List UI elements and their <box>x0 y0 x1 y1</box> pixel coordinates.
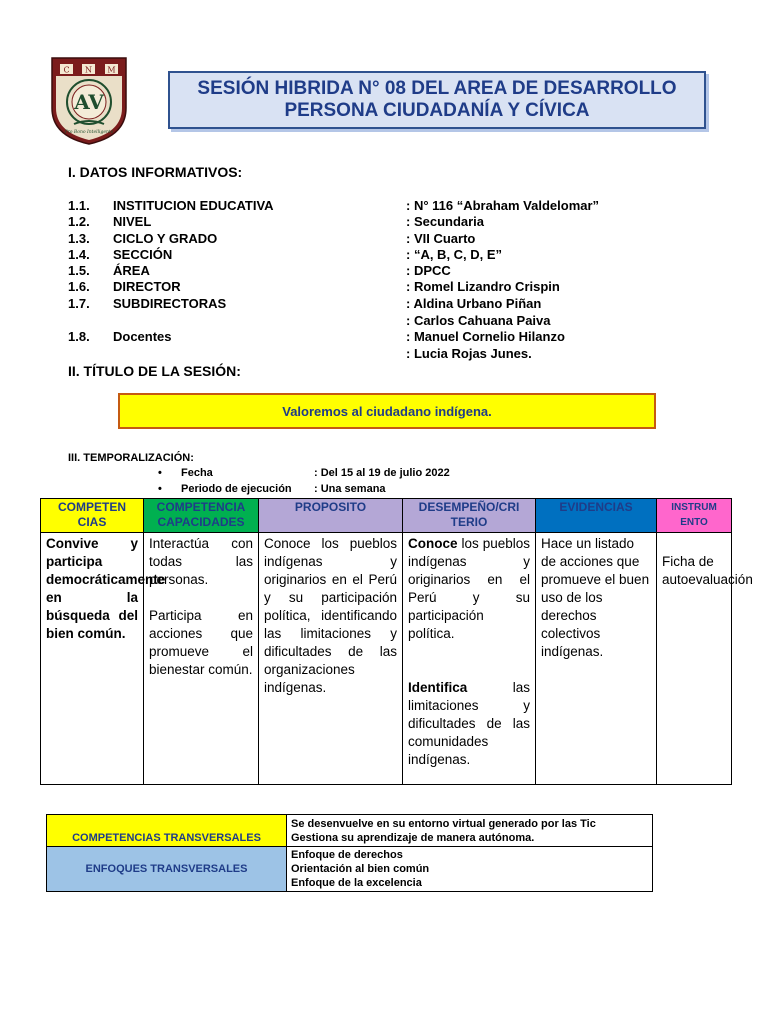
info-num: 1.7. <box>68 296 90 311</box>
info-label: NIVEL <box>113 214 152 229</box>
info-value: : Romel Lizandro Crispin <box>406 279 560 294</box>
crest-letter-n: N <box>85 65 92 75</box>
info-row <box>68 313 708 329</box>
document-title <box>168 71 706 129</box>
table-row <box>47 815 653 847</box>
info-label: DIRECTOR <box>113 279 181 294</box>
info-value: : “A, B, C, D, E” <box>406 247 503 262</box>
header-proposito: PROPOSITO <box>259 499 403 533</box>
cell-competencia: Convive y participa democráticamente en la búsqueda del bien común. <box>41 533 144 785</box>
header-evidencias: EVIDENCIAS <box>536 499 657 533</box>
info-value: : Carlos Cahuana Paiva <box>406 313 551 328</box>
bullet-icon: • <box>158 483 162 495</box>
table-header-row <box>41 499 732 533</box>
info-num: 1.6. <box>68 279 90 294</box>
info-value: : Secundaria <box>406 214 485 229</box>
periodo-label: Periodo de ejecución <box>181 483 292 495</box>
cell-desempeno <box>403 533 536 785</box>
title-line-1: SESIÓN HIBRIDA N° 08 DEL AREA DE DESARROLLO <box>197 78 677 99</box>
list-item: Enfoque de derechos <box>291 849 403 861</box>
competencias-table <box>40 498 753 785</box>
crest-letter-c: C <box>63 65 70 75</box>
header-competencias: COMPETEN CIAS <box>41 499 144 533</box>
info-value: : N° 116 “Abraham Valdelomar” <box>406 198 600 213</box>
info-num: 1.3. <box>68 231 90 246</box>
competencias-transversales-list <box>287 815 653 847</box>
crest-monogram: AV <box>74 90 104 114</box>
capacidad-2: Participa en acciones que promueve el bienestar común. <box>149 608 253 677</box>
school-crest-logo <box>50 56 128 146</box>
info-row <box>68 296 708 312</box>
info-label: ÁREA <box>113 263 150 278</box>
info-label: SECCIÓN <box>113 247 173 262</box>
info-row <box>68 329 708 345</box>
title-line-2: PERSONA CIUDADANÍA Y CÍVICA <box>284 100 590 121</box>
desempeno-2-verb: Identifica <box>408 680 468 695</box>
info-value: : VII Cuarto <box>406 231 476 246</box>
header-desempeno: DESEMPEÑO/CRI TERIO <box>403 499 536 533</box>
cell-evidencias: Hace un listado de acciones que promueve el buen uso de los derechos colectivos indígenas. <box>536 533 657 785</box>
info-value: : Manuel Cornelio Hilanzo <box>406 329 565 344</box>
session-title-box <box>118 393 656 429</box>
desempeno-1-verb: Conoce <box>408 536 458 551</box>
info-num: 1.2. <box>68 214 90 229</box>
periodo-value: : Una semana <box>314 483 386 495</box>
info-label: Docentes <box>113 329 172 344</box>
info-num: 1.8. <box>68 329 90 344</box>
info-row <box>68 198 708 214</box>
info-row <box>68 279 708 295</box>
section-heading-datos: I. DATOS INFORMATIVOS: <box>68 164 243 180</box>
cell-capacidades <box>144 533 259 785</box>
info-num: 1.5. <box>68 263 90 278</box>
bullet-icon: • <box>158 467 162 479</box>
section-heading-temporalizacion: III. TEMPORALIZACIÓN: <box>68 452 194 464</box>
list-item: Enfoque de la excelencia <box>291 877 422 889</box>
enfoques-transversales-label: ENFOQUES TRANSVERSALES <box>47 847 287 892</box>
list-item: Se desenvuelve en su entorno virtual generado por las Tic <box>291 817 596 830</box>
crest-letter-m: M <box>107 65 116 75</box>
transversal-table <box>46 814 653 892</box>
desempeno-2-text: las limitaciones y dificultades de las comunidades indígenas. <box>408 680 530 767</box>
info-label: CICLO Y GRADO <box>113 231 218 246</box>
info-row <box>68 247 708 263</box>
capacidad-1: Interactúa con todas las personas. <box>149 536 253 587</box>
desempeno-1-text: los pueblos indígenas y originarios en el Perú y su participación política. <box>408 536 530 641</box>
info-label: INSTITUCION EDUCATIVA <box>113 198 274 213</box>
info-label: SUBDIRECTORAS <box>113 296 227 311</box>
cell-instrumento: Ficha de autoevaluación <box>657 533 732 785</box>
info-row <box>68 263 708 279</box>
crest-motto: Pro Bono Intelligente <box>64 130 114 135</box>
table-row <box>47 847 653 892</box>
fecha-label: Fecha <box>181 467 213 479</box>
info-row <box>68 231 708 247</box>
header-instrumento: INSTRUM ENTO <box>657 499 732 533</box>
header-capacidades: COMPETENCIA CAPACIDADES <box>144 499 259 533</box>
info-row <box>68 346 708 362</box>
section-heading-titulo: II. TÍTULO DE LA SESIÓN: <box>68 363 241 379</box>
info-value: : Lucia Rojas Junes. <box>406 346 532 361</box>
fecha-value: : Del 15 al 19 de julio 2022 <box>314 467 450 479</box>
competencias-transversales-label: COMPETENCIAS TRANSVERSALES <box>47 815 287 847</box>
info-value: : DPCC <box>406 263 451 278</box>
list-item: Gestiona su aprendizaje de manera autónoma. <box>291 831 535 844</box>
info-num: 1.4. <box>68 247 90 262</box>
enfoques-transversales-list <box>287 847 653 892</box>
table-row <box>41 533 732 785</box>
info-row <box>68 214 708 230</box>
list-item: Orientación al bien común <box>291 863 430 875</box>
info-value: : Aldina Urbano Piñan <box>406 296 542 311</box>
session-title: Valoremos al ciudadano indígena. <box>282 403 492 419</box>
cell-proposito: Conoce los pueblos indígenas y originarios en el Perú y su participación política, identificando las limitaciones y dificultades de las organizaciones indígenas. <box>259 533 403 785</box>
info-num: 1.1. <box>68 198 90 213</box>
